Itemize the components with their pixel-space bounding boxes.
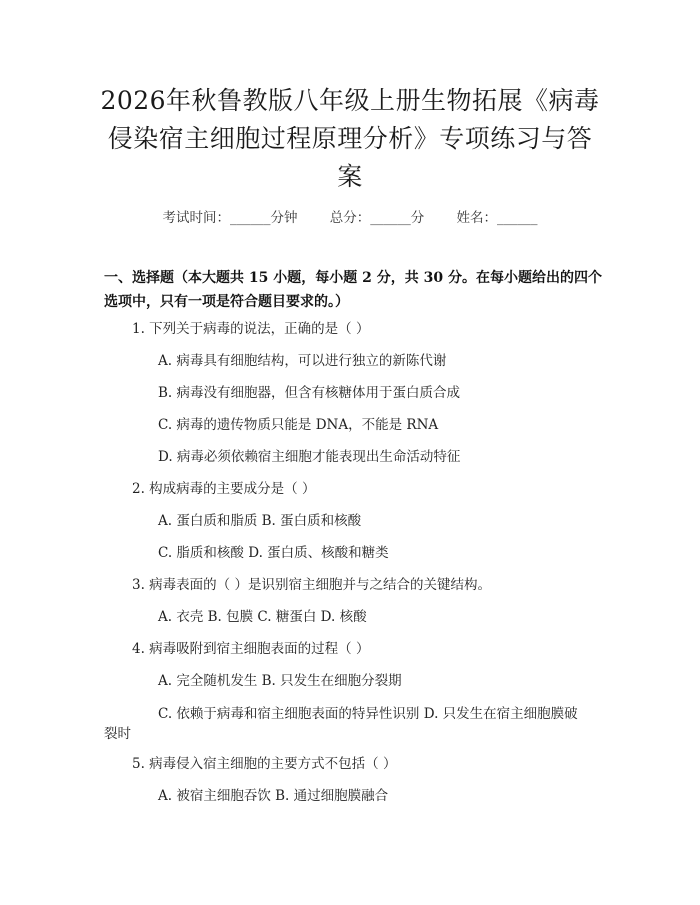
question-2-options-cd: C. 脂质和核酸 D. 蛋白质、核酸和糖类 — [158, 545, 389, 561]
question-4-stem: 4. 病毒吸附到宿主细胞表面的过程（ ） — [132, 641, 370, 657]
question-1-stem: 1. 下列关于病毒的说法，正确的是（ ） — [132, 321, 370, 337]
question-1-option-b: B. 病毒没有细胞器，但含有核糖体用于蛋白质合成 — [158, 385, 461, 401]
question-4-options-cd-wrap: 裂时 — [104, 726, 131, 742]
question-5-stem: 5. 病毒侵入宿主细胞的主要方式不包括（ ） — [132, 756, 397, 772]
question-2-options-ab: A. 蛋白质和脂质 B. 蛋白质和核酸 — [158, 513, 362, 529]
total-score-field: 总分：______分 — [329, 210, 425, 226]
question-4-options-cd: C. 依赖于病毒和宿主细胞表面的特异性识别 D. 只发生在宿主细胞膜破 — [158, 706, 578, 722]
exam-meta — [0, 206, 700, 226]
question-4-options-ab: A. 完全随机发生 B. 只发生在细胞分裂期 — [158, 673, 402, 689]
title-line-1: 2026年秋鲁教版八年级上册生物拓展《病毒 — [100, 86, 600, 115]
question-1-option-a: A. 病毒具有细胞结构，可以进行独立的新陈代谢 — [158, 353, 447, 369]
question-1-option-c: C. 病毒的遗传物质只能是 DNA，不能是 RNA — [158, 417, 439, 433]
student-name-field: 姓名：______ — [456, 210, 538, 226]
question-3-stem: 3. 病毒表面的（ ）是识别宿主细胞并与之结合的关键结构。 — [132, 577, 491, 593]
question-5-options-ab: A. 被宿主细胞吞饮 B. 通过细胞膜融合 — [158, 788, 389, 804]
document-title — [100, 82, 600, 196]
question-2-stem: 2. 构成病毒的主要成分是（ ） — [132, 481, 316, 497]
exam-time-field: 考试时间：______分钟 — [162, 210, 298, 226]
title-line-2: 侵染宿主细胞过程原理分析》专项练习与答 — [107, 124, 593, 153]
section-heading: 一、选择题（本大题共 15 小题，每小题 2 分，共 30 分。在每小题给出的四个选项中，只有一项是符合题目要求的。） — [104, 270, 602, 310]
title-line-3: 案 — [337, 162, 363, 191]
question-1-option-d: D. 病毒必须依赖宿主细胞才能表现出生命活动特征 — [158, 449, 461, 465]
question-3-options: A. 衣壳 B. 包膜 C. 糖蛋白 D. 核酸 — [158, 609, 367, 625]
